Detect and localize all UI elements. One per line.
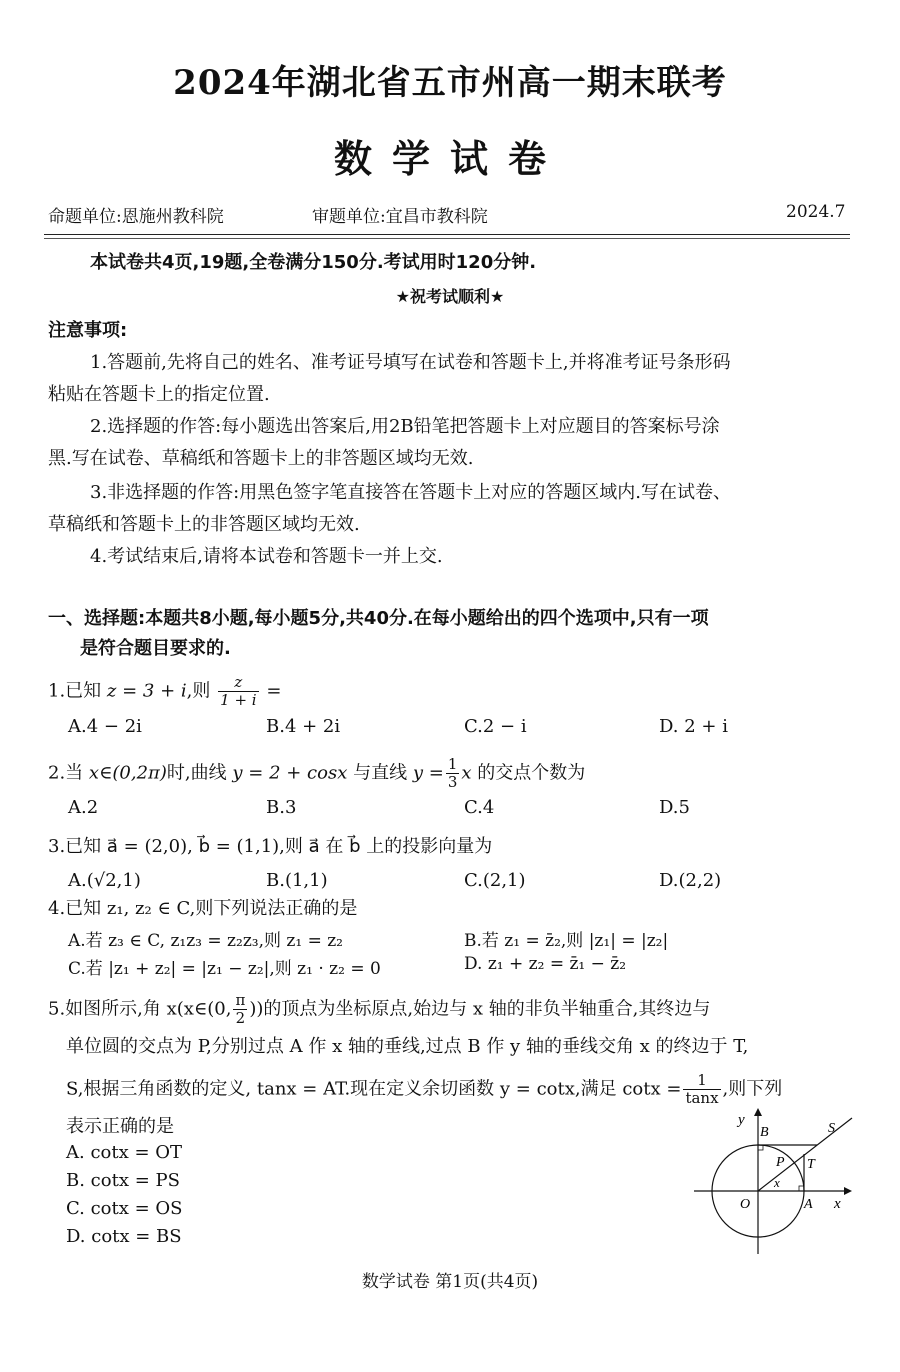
label-S: S (828, 1121, 835, 1136)
note-1-line-1: 1.答题前,先将自己的姓名、准考证号填写在试卷和答题卡上,并将准考证号条形码 (90, 352, 731, 373)
label-B: B (760, 1125, 769, 1140)
note-2-line-2: 黑.写在试卷、草稿纸和答题卡上的非答题区域均无效. (48, 448, 474, 469)
question-3-option-b: B.(1,1) (266, 870, 328, 891)
x-axis-arrow (844, 1187, 852, 1195)
question-3-option-d: D.(2,2) (659, 870, 722, 891)
question-1-option-c: C.2 − i (464, 716, 527, 737)
reviewer-unit: 审题单位:宜昌市教科院 (312, 207, 488, 227)
question-5-option-a: A. cotx = OT (66, 1142, 183, 1163)
exam-title: 2024年湖北省五市州高一期末联考 (173, 63, 727, 103)
question-2-option-a: A.2 (68, 797, 99, 818)
proposer-unit: 命题单位:恩施州教科院 (48, 207, 224, 227)
question-2-stem: 2.当 x∈(0,2π)时,曲线 y = 2 + cosx 与直线 y = $\frac{1}{3}$ x 的交点个数为 (48, 755, 586, 791)
label-T: T (807, 1157, 815, 1172)
y-axis-arrow (754, 1108, 762, 1116)
question-5-line-3: S,根据三角函数的定义, tanx = AT.现在定义余切函数 y = cotx,满足 cotx = $\frac{1}{\tan x}$ ,则下列 (66, 1071, 783, 1107)
section-1-heading-line-1: 一、选择题:本题共8小题,每小题5分,共40分.在每小题给出的四个选项中,只有一项 (48, 608, 709, 629)
subject-title: 数学试卷 (333, 136, 566, 181)
label-P: P (776, 1155, 785, 1170)
question-3-option-a: A.(√2,1) (68, 870, 141, 891)
note-3-line-2: 草稿纸和答题卡上的非答题区域均无效. (48, 514, 360, 535)
question-1-option-a: A.4 − 2i (68, 716, 142, 737)
note-4: 4.考试结束后,请将本试卷和答题卡一并上交. (90, 546, 443, 567)
question-4-option-a: A.若 z₃ ∈ C, z₁z₃ = z₂z₃,则 z₁ = z₂ (68, 931, 343, 951)
question-2-option-d: D.5 (659, 797, 690, 818)
question-2-fraction: $\frac{1}{3}$ (447, 755, 458, 791)
label-angle-x: x (774, 1175, 780, 1190)
question-2-option-b: B.3 (266, 797, 297, 818)
good-luck-banner: ★祝考试顺利★ (395, 287, 505, 306)
question-1-stem: 1.已知 z = 3 + i,则 $\frac{z}{1 + i}$ = (48, 673, 282, 709)
question-4-stem: 4.已知 z₁, z₂ ∈ C,则下列说法正确的是 (48, 898, 358, 919)
question-5-cot-fraction: $\frac{1}{\tan x}$ (685, 1071, 719, 1107)
question-5-option-d: D. cotx = BS (66, 1226, 182, 1247)
note-1-line-2: 粘贴在答题卡上的指定位置. (48, 384, 270, 405)
label-x: x (834, 1196, 841, 1212)
question-5-option-b: B. cotx = PS (66, 1170, 180, 1191)
question-1-option-d: D. 2 + i (659, 716, 728, 737)
label-A: A (804, 1197, 813, 1212)
section-1-heading-line-2: 是符合题目要求的. (80, 638, 231, 659)
header-rule-top (44, 234, 850, 235)
question-4-option-b: B.若 z₁ = z̄₂,则 |z₁| = |z₂| (464, 931, 669, 951)
page-footer: 数学试卷 第1页(共4页) (361, 1272, 539, 1292)
question-1-option-b: B.4 + 2i (266, 716, 341, 737)
note-3-line-1: 3.非选择题的作答:用黑色签字笔直接答在答题卡上对应的答题区域内.写在试卷、 (90, 482, 731, 503)
exam-summary: 本试卷共4页,19题,全卷满分150分.考试用时120分钟. (90, 252, 537, 273)
exam-date: 2024.7 (786, 202, 846, 222)
question-4-option-d: D. z₁ + z₂ = z̄₁ − z̄₂ (464, 954, 627, 974)
question-5-line-2: 单位圆的交点为 P,分别过点 A 作 x 轴的垂线,过点 B 作 y 轴的垂线交角 x 的终边于 T, (66, 1036, 749, 1057)
question-5-line-4: 表示正确的是 (66, 1116, 174, 1137)
label-O: O (740, 1197, 751, 1212)
note-2-line-1: 2.选择题的作答:每小题选出答案后,用2B铅笔把答题卡上对应题目的答案标号涂 (90, 416, 720, 437)
question-3-stem: 3.已知 a⃗ = (2,0), b⃗ = (1,1),则 a⃗ 在 b⃗ 上的投影向量为 (48, 836, 493, 857)
question-5-pi-fraction: $\frac{\pi}{2}$ (235, 991, 246, 1027)
question-1-fraction: $\frac{z}{1 + i}$ (220, 673, 257, 709)
question-5-line-1: 5.如图所示,角 x(x∈(0, $\frac{\pi}{2}$ ))的顶点为坐标原点,始边与 x 轴的非负半轴重合,其终边与 (48, 991, 711, 1027)
unit-circle-figure (688, 1104, 858, 1264)
header-rule-bottom (44, 238, 850, 239)
question-3-option-c: C.(2,1) (464, 870, 526, 891)
question-2-option-c: C.4 (464, 797, 495, 818)
notes-title: 注意事项: (48, 320, 128, 341)
terminal-side (758, 1118, 852, 1191)
question-5-option-c: C. cotx = OS (66, 1198, 183, 1219)
question-4-option-c: C.若 |z₁ + z₂| = |z₁ − z₂|,则 z₁ · z₂ = 0 (68, 959, 381, 979)
label-y: y (738, 1112, 745, 1128)
